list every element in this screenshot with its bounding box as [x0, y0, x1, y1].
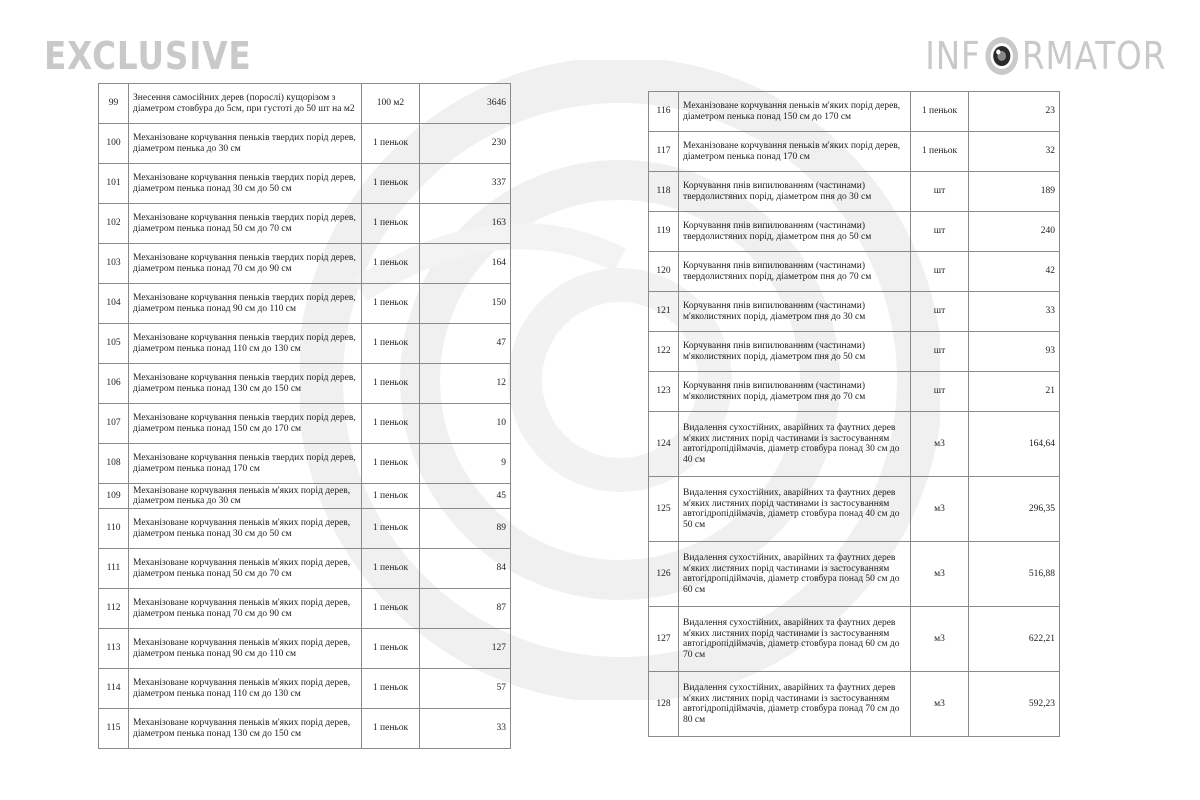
row-description: Механізоване корчування пеньків м'яких порід дерев, діаметром пенька понад 170 см [679, 132, 911, 172]
row-number: 127 [649, 607, 679, 672]
row-number: 116 [649, 92, 679, 132]
table-row [99, 549, 511, 589]
row-quantity: 84 [420, 549, 511, 589]
row-description: Видалення сухостійних, аварійних та фаутних дерев м'яких листяних порід частинами із застосуванням автогідропідіймачів, діаметр стовбура понад 50 см до 60 см [679, 542, 911, 607]
row-description: Знесення самосійних дерев (порослі) кущорізом з діаметром стовбура до 5см, при густоті до 50 шт на м2 [129, 84, 362, 124]
row-unit: м3 [911, 412, 969, 477]
row-description: Механізоване корчування пеньків м'яких порід дерев, діаметром пенька понад 110 см до 130 см [129, 669, 362, 709]
row-unit: 1 пеньок [362, 484, 420, 509]
row-quantity: 33 [969, 292, 1060, 332]
row-quantity: 3646 [420, 84, 511, 124]
row-number: 109 [99, 484, 129, 509]
row-number: 111 [99, 549, 129, 589]
row-unit: м3 [911, 477, 969, 542]
row-unit: м3 [911, 672, 969, 737]
row-description: Механізоване корчування пеньків твердих порід дерев, діаметром пенька понад 110 см до 130 см [129, 324, 362, 364]
table-row [649, 212, 1060, 252]
row-description: Механізоване корчування пеньків м'яких порід дерев, діаметром пенька до 30 см [129, 484, 362, 509]
table-row [99, 324, 511, 364]
row-unit: 1 пеньок [362, 549, 420, 589]
row-quantity: 164 [420, 244, 511, 284]
row-description: Механізоване корчування пеньків твердих порід дерев, діаметром пенька понад 170 см [129, 444, 362, 484]
row-number: 120 [649, 252, 679, 292]
informator-logo-part2: RMATOR [1021, 34, 1166, 78]
row-quantity: 150 [420, 284, 511, 324]
informator-logo [925, 34, 1166, 78]
row-number: 126 [649, 542, 679, 607]
table-row [99, 669, 511, 709]
row-quantity: 230 [420, 124, 511, 164]
row-unit: 1 пеньок [362, 364, 420, 404]
row-unit: 100 м2 [362, 84, 420, 124]
row-number: 122 [649, 332, 679, 372]
row-number: 108 [99, 444, 129, 484]
row-description: Видалення сухостійних, аварійних та фаутних дерев м'яких листяних порід частинами із застосуванням автогідропідіймачів, діаметр стовбура понад 60 см до 70 см [679, 607, 911, 672]
row-quantity: 93 [969, 332, 1060, 372]
row-description: Корчування пнів випилюванням (частинами) твердолистяних порід, діаметром пня до 50 см [679, 212, 911, 252]
row-number: 121 [649, 292, 679, 332]
table-row [99, 509, 511, 549]
row-quantity: 622,21 [969, 607, 1060, 672]
row-quantity: 32 [969, 132, 1060, 172]
row-description: Корчування пнів випилюванням (частинами) м'яколистяних порід, діаметром пня до 70 см [679, 372, 911, 412]
row-unit: шт [911, 372, 969, 412]
row-unit: шт [911, 292, 969, 332]
table-row [99, 244, 511, 284]
table-row [99, 589, 511, 629]
row-quantity: 164,64 [969, 412, 1060, 477]
row-unit: шт [911, 172, 969, 212]
row-number: 101 [99, 164, 129, 204]
row-unit: шт [911, 212, 969, 252]
table-row [649, 132, 1060, 172]
row-quantity: 296,35 [969, 477, 1060, 542]
row-description: Видалення сухостійних, аварійних та фаутних дерев м'яких листяних порід частинами із застосуванням автогідропідіймачів, діаметр стовбура понад 30 см до 40 см [679, 412, 911, 477]
row-unit: 1 пеньок [362, 164, 420, 204]
table-row [649, 607, 1060, 672]
row-number: 103 [99, 244, 129, 284]
row-description: Механізоване корчування пеньків твердих порід дерев, діаметром пенька понад 50 см до 70 см [129, 204, 362, 244]
left-estimate-table [98, 83, 511, 749]
row-unit: 1 пеньок [362, 244, 420, 284]
row-quantity: 127 [420, 629, 511, 669]
row-description: Видалення сухостійних, аварійних та фаутних дерев м'яких листяних порід частинами із застосуванням автогідропідіймачів, діаметр стовбура понад 40 см до 50 см [679, 477, 911, 542]
row-unit: 1 пеньок [362, 709, 420, 749]
row-quantity: 33 [420, 709, 511, 749]
row-quantity: 516,88 [969, 542, 1060, 607]
table-row [649, 477, 1060, 542]
row-unit: 1 пеньок [362, 669, 420, 709]
row-number: 107 [99, 404, 129, 444]
row-unit: м3 [911, 542, 969, 607]
row-quantity: 89 [420, 509, 511, 549]
row-quantity: 47 [420, 324, 511, 364]
row-number: 113 [99, 629, 129, 669]
row-number: 123 [649, 372, 679, 412]
row-description: Корчування пнів випилюванням (частинами) м'яколистяних порід, діаметром пня до 50 см [679, 332, 911, 372]
row-quantity: 42 [969, 252, 1060, 292]
row-unit: 1 пеньок [362, 509, 420, 549]
row-quantity: 240 [969, 212, 1060, 252]
row-description: Механізоване корчування пеньків м'яких порід дерев, діаметром пенька понад 130 см до 150 см [129, 709, 362, 749]
row-number: 100 [99, 124, 129, 164]
table-row [99, 444, 511, 484]
row-quantity: 10 [420, 404, 511, 444]
row-unit: 1 пеньок [362, 284, 420, 324]
row-number: 115 [99, 709, 129, 749]
row-quantity: 9 [420, 444, 511, 484]
row-quantity: 163 [420, 204, 511, 244]
row-quantity: 12 [420, 364, 511, 404]
table-row [99, 84, 511, 124]
table-row [649, 92, 1060, 132]
table-row [99, 404, 511, 444]
row-description: Механізоване корчування пеньків твердих порід дерев, діаметром пенька понад 130 см до 150 см [129, 364, 362, 404]
row-number: 124 [649, 412, 679, 477]
row-description: Механізоване корчування пеньків твердих порід дерев, діаметром пенька понад 90 см до 110 см [129, 284, 362, 324]
table-row [99, 484, 511, 509]
row-description: Механізоване корчування пеньків твердих порід дерев, діаметром пенька понад 70 см до 90 см [129, 244, 362, 284]
table-row [649, 372, 1060, 412]
row-quantity: 45 [420, 484, 511, 509]
row-number: 119 [649, 212, 679, 252]
row-quantity: 21 [969, 372, 1060, 412]
row-number: 106 [99, 364, 129, 404]
row-description: Корчування пнів випилюванням (частинами) м'яколистяних порід, діаметром пня до 30 см [679, 292, 911, 332]
table-row [649, 252, 1060, 292]
row-description: Механізоване корчування пеньків м'яких порід дерев, діаметром пенька понад 70 см до 90 см [129, 589, 362, 629]
row-description: Механізоване корчування пеньків твердих порід дерев, діаметром пенька до 30 см [129, 124, 362, 164]
row-unit: 1 пеньок [362, 444, 420, 484]
row-unit: 1 пеньок [911, 132, 969, 172]
row-number: 110 [99, 509, 129, 549]
table-row [649, 172, 1060, 212]
row-number: 114 [99, 669, 129, 709]
table-row [99, 164, 511, 204]
informator-logo-part1: INF [924, 34, 981, 78]
row-number: 128 [649, 672, 679, 737]
row-quantity: 87 [420, 589, 511, 629]
row-unit: 1 пеньок [911, 92, 969, 132]
table-row [649, 412, 1060, 477]
table-row [649, 332, 1060, 372]
row-quantity: 23 [969, 92, 1060, 132]
row-description: Механізоване корчування пеньків м'яких порід дерев, діаметром пенька понад 50 см до 70 см [129, 549, 362, 589]
row-number: 99 [99, 84, 129, 124]
row-unit: 1 пеньок [362, 629, 420, 669]
row-number: 117 [649, 132, 679, 172]
row-unit: 1 пеньок [362, 124, 420, 164]
table-row [99, 204, 511, 244]
row-unit: 1 пеньок [362, 204, 420, 244]
table-row [99, 284, 511, 324]
row-quantity: 337 [420, 164, 511, 204]
row-unit: шт [911, 252, 969, 292]
row-number: 125 [649, 477, 679, 542]
table-row [99, 709, 511, 749]
row-number: 104 [99, 284, 129, 324]
row-description: Корчування пнів випилюванням (частинами) твердолистяних порід, діаметром пня до 70 см [679, 252, 911, 292]
row-unit: 1 пеньок [362, 324, 420, 364]
row-description: Видалення сухостійних, аварійних та фаутних дерев м'яких листяних порід частинами із застосуванням автогідропідіймачів, діаметр стовбура понад 70 см до 80 см [679, 672, 911, 737]
row-quantity: 57 [420, 669, 511, 709]
row-description: Корчування пнів випилюванням (частинами) твердолистяних порід, діаметром пня до 30 см [679, 172, 911, 212]
row-description: Механізоване корчування пеньків м'яких порід дерев, діаметром пенька понад 150 см до 170 см [679, 92, 911, 132]
row-unit: шт [911, 332, 969, 372]
row-number: 112 [99, 589, 129, 629]
row-description: Механізоване корчування пеньків твердих порід дерев, діаметром пенька понад 30 см до 50 см [129, 164, 362, 204]
row-number: 102 [99, 204, 129, 244]
exclusive-logo: EXCLUSIVE [44, 34, 252, 78]
row-number: 118 [649, 172, 679, 212]
right-estimate-table [648, 91, 1060, 737]
row-unit: 1 пеньок [362, 404, 420, 444]
table-row [99, 124, 511, 164]
row-quantity: 189 [969, 172, 1060, 212]
row-unit: м3 [911, 607, 969, 672]
row-number: 105 [99, 324, 129, 364]
row-description: Механізоване корчування пеньків м'яких порід дерев, діаметром пенька понад 90 см до 110 см [129, 629, 362, 669]
row-description: Механізоване корчування пеньків м'яких порід дерев, діаметром пенька понад 30 см до 50 см [129, 509, 362, 549]
row-description: Механізоване корчування пеньків твердих порід дерев, діаметром пенька понад 150 см до 170 см [129, 404, 362, 444]
eye-icon [982, 34, 1020, 78]
table-row [649, 672, 1060, 737]
row-unit: 1 пеньок [362, 589, 420, 629]
table-row [99, 364, 511, 404]
table-row [649, 542, 1060, 607]
table-row [649, 292, 1060, 332]
row-quantity: 592,23 [969, 672, 1060, 737]
table-row [99, 629, 511, 669]
